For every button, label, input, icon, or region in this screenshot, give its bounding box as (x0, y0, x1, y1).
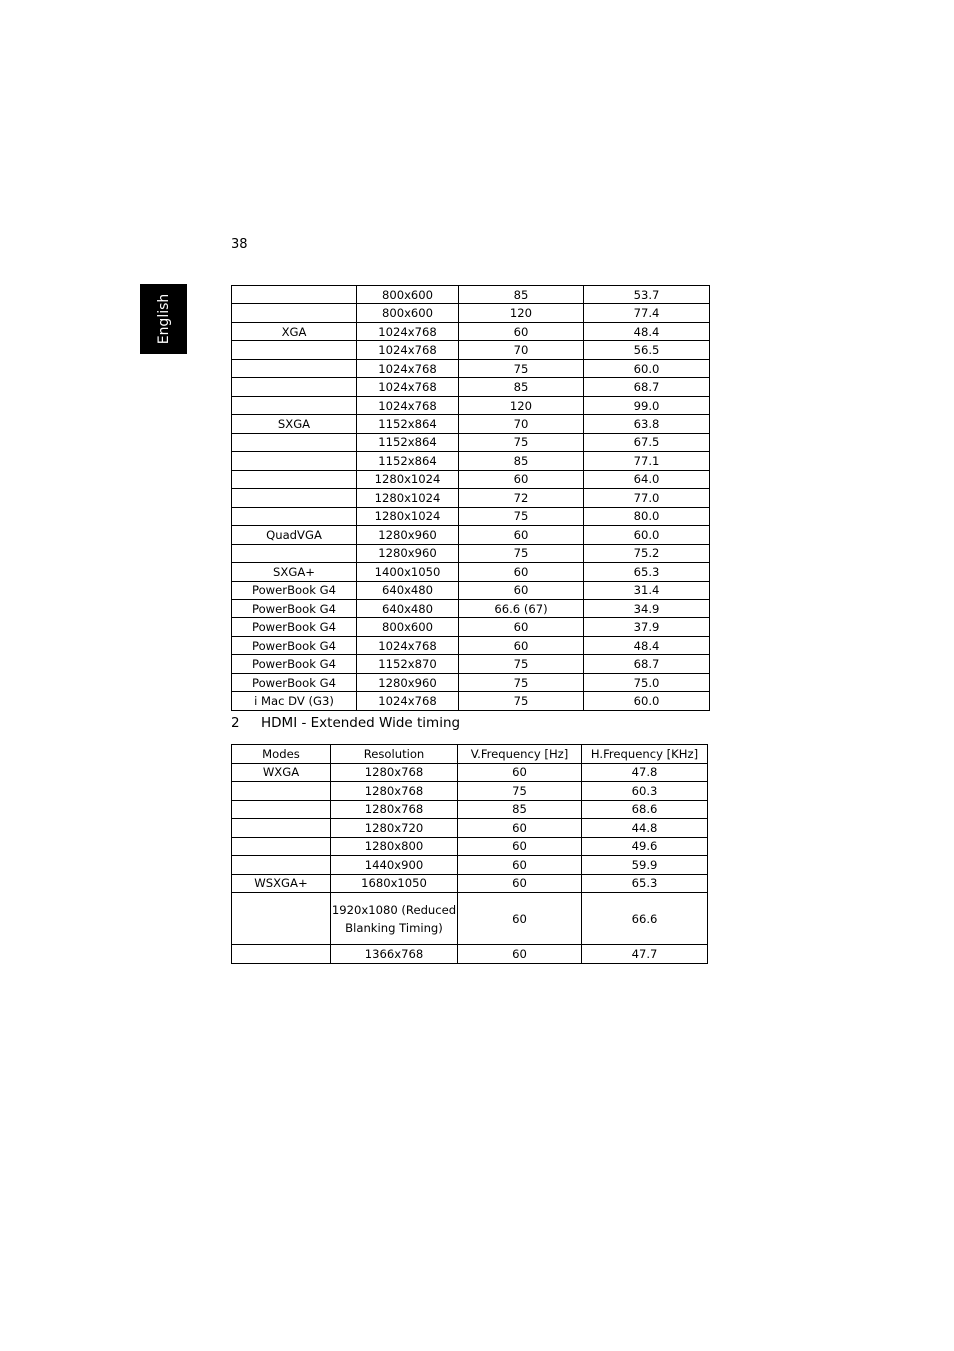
mode-cell (232, 782, 331, 801)
language-tab-label: English (155, 293, 172, 345)
v-frequency-cell: 75 (459, 655, 584, 673)
v-frequency-cell: 70 (459, 415, 584, 433)
v-frequency-cell: 75 (459, 359, 584, 377)
resolution-cell: 1400x1050 (357, 563, 459, 581)
mode-cell: SXGA (232, 415, 357, 433)
v-frequency-cell: 85 (459, 378, 584, 396)
h-frequency-cell: 75.2 (584, 544, 710, 562)
mode-cell (232, 856, 331, 875)
resolution-cell: 1280x1024 (357, 470, 459, 488)
resolution-cell: 1680x1050 (331, 874, 458, 893)
h-frequency-cell: 75.0 (584, 673, 710, 691)
resolution-cell: 800x600 (357, 304, 459, 322)
table-row (232, 304, 710, 322)
v-frequency-cell: 72 (459, 489, 584, 507)
table-row (232, 673, 710, 691)
h-frequency-cell: 65.3 (584, 563, 710, 581)
table-row (232, 526, 710, 544)
resolution-cell: 1152x870 (357, 655, 459, 673)
table-row (232, 396, 710, 414)
table-row (232, 378, 710, 396)
resolution-cell: 1152x864 (357, 452, 459, 470)
h-frequency-cell: 47.7 (582, 945, 708, 964)
mode-cell: PowerBook G4 (232, 599, 357, 617)
table-row (232, 655, 710, 673)
table-row (232, 874, 708, 893)
h-frequency-cell: 44.8 (582, 819, 708, 838)
v-frequency-cell: 60 (458, 893, 582, 945)
v-frequency-cell: 120 (459, 396, 584, 414)
resolution-cell: 800x600 (357, 618, 459, 636)
resolution-cell: 640x480 (357, 599, 459, 617)
resolution-cell: 1024x768 (357, 322, 459, 340)
h-frequency-cell: 56.5 (584, 341, 710, 359)
mode-cell (232, 489, 357, 507)
mode-cell: PowerBook G4 (232, 581, 357, 599)
table-row (232, 618, 710, 636)
table-row (232, 507, 710, 525)
v-frequency-cell: 75 (459, 544, 584, 562)
h-frequency-cell: 53.7 (584, 286, 710, 304)
table-header-row (232, 745, 708, 764)
header-h-frequency: H.Frequency [KHz] (582, 745, 708, 764)
hdmi-wide-timing-table (231, 744, 708, 964)
language-tab (140, 284, 187, 354)
resolution-cell: 1366x768 (331, 945, 458, 964)
v-frequency-cell: 60 (459, 618, 584, 636)
table-row (232, 837, 708, 856)
table-row (232, 452, 710, 470)
header-resolution: Resolution (331, 745, 458, 764)
h-frequency-cell: 60.0 (584, 526, 710, 544)
mode-cell (232, 396, 357, 414)
h-frequency-cell: 34.9 (584, 599, 710, 617)
hdmi-table-body (232, 763, 708, 963)
mode-cell: SXGA+ (232, 563, 357, 581)
v-frequency-cell: 60 (458, 945, 582, 964)
h-frequency-cell: 47.8 (582, 763, 708, 782)
resolution-cell: 1920x1080 (Reduced Blanking Timing) (331, 893, 458, 945)
h-frequency-cell: 31.4 (584, 581, 710, 599)
resolution-cell: 1280x1024 (357, 489, 459, 507)
table-row (232, 763, 708, 782)
h-frequency-cell: 64.0 (584, 470, 710, 488)
table-row (232, 489, 710, 507)
resolution-cell: 1280x768 (331, 800, 458, 819)
h-frequency-cell: 68.6 (582, 800, 708, 819)
v-frequency-cell: 75 (459, 433, 584, 451)
v-frequency-cell: 85 (459, 286, 584, 304)
h-frequency-cell: 37.9 (584, 618, 710, 636)
section-heading (231, 715, 460, 731)
mode-cell (232, 341, 357, 359)
resolution-cell: 1280x1024 (357, 507, 459, 525)
header-v-frequency: V.Frequency [Hz] (458, 745, 582, 764)
resolution-cell: 1024x768 (357, 692, 459, 710)
v-frequency-cell: 75 (458, 782, 582, 801)
table-row (232, 415, 710, 433)
table-row (232, 341, 710, 359)
h-frequency-cell: 48.4 (584, 636, 710, 654)
h-frequency-cell: 77.4 (584, 304, 710, 322)
v-frequency-cell: 60 (458, 856, 582, 875)
page-number: 38 (231, 237, 248, 252)
resolution-cell: 1280x960 (357, 673, 459, 691)
table-row (232, 581, 710, 599)
table-row (232, 800, 708, 819)
mode-cell: WXGA (232, 763, 331, 782)
h-frequency-cell: 60.3 (582, 782, 708, 801)
resolution-cell: 800x600 (357, 286, 459, 304)
resolution-cell: 1024x768 (357, 359, 459, 377)
table-row (232, 599, 710, 617)
table-row (232, 945, 708, 964)
resolution-cell: 1024x768 (357, 636, 459, 654)
mode-cell (232, 378, 357, 396)
v-frequency-cell: 75 (459, 673, 584, 691)
mode-cell: PowerBook G4 (232, 655, 357, 673)
h-frequency-cell: 77.1 (584, 452, 710, 470)
mode-cell (232, 507, 357, 525)
resolution-cell: 1280x800 (331, 837, 458, 856)
resolution-cell: 1280x768 (331, 782, 458, 801)
timing-table-body (232, 286, 710, 711)
h-frequency-cell: 67.5 (584, 433, 710, 451)
mode-cell: PowerBook G4 (232, 636, 357, 654)
resolution-cell: 1152x864 (357, 433, 459, 451)
mode-cell: PowerBook G4 (232, 673, 357, 691)
h-frequency-cell: 63.8 (584, 415, 710, 433)
v-frequency-cell: 60 (459, 563, 584, 581)
mode-cell (232, 433, 357, 451)
mode-cell (232, 470, 357, 488)
mode-cell (232, 304, 357, 322)
mode-cell (232, 359, 357, 377)
h-frequency-cell: 65.3 (582, 874, 708, 893)
v-frequency-cell: 75 (459, 507, 584, 525)
h-frequency-cell: 59.9 (582, 856, 708, 875)
mode-cell (232, 286, 357, 304)
v-frequency-cell: 60 (459, 636, 584, 654)
table-row (232, 470, 710, 488)
h-frequency-cell: 68.7 (584, 655, 710, 673)
table-row (232, 322, 710, 340)
resolution-cell: 1024x768 (357, 378, 459, 396)
v-frequency-cell: 85 (459, 452, 584, 470)
v-frequency-cell: 70 (459, 341, 584, 359)
v-frequency-cell: 60 (458, 874, 582, 893)
v-frequency-cell: 85 (458, 800, 582, 819)
v-frequency-cell: 60 (459, 581, 584, 599)
mode-cell (232, 544, 357, 562)
table-row (232, 544, 710, 562)
h-frequency-cell: 60.0 (584, 692, 710, 710)
v-frequency-cell: 60 (459, 526, 584, 544)
v-frequency-cell: 60 (459, 470, 584, 488)
mode-cell (232, 945, 331, 964)
mode-cell (232, 819, 331, 838)
v-frequency-cell: 60 (458, 763, 582, 782)
resolution-cell: 640x480 (357, 581, 459, 599)
timing-table-continued (231, 285, 710, 711)
v-frequency-cell: 75 (459, 692, 584, 710)
h-frequency-cell: 77.0 (584, 489, 710, 507)
table-row (232, 286, 710, 304)
mode-cell: QuadVGA (232, 526, 357, 544)
table-row (232, 433, 710, 451)
mode-cell: XGA (232, 322, 357, 340)
table-row (232, 636, 710, 654)
h-frequency-cell: 49.6 (582, 837, 708, 856)
resolution-cell: 1280x960 (357, 526, 459, 544)
mode-cell: WSXGA+ (232, 874, 331, 893)
mode-cell (232, 893, 331, 945)
section-title: HDMI - Extended Wide timing (261, 715, 461, 731)
header-modes: Modes (232, 745, 331, 764)
resolution-cell: 1280x960 (357, 544, 459, 562)
h-frequency-cell: 60.0 (584, 359, 710, 377)
table-row (232, 782, 708, 801)
table-row (232, 692, 710, 710)
mode-cell (232, 452, 357, 470)
h-frequency-cell: 48.4 (584, 322, 710, 340)
mode-cell: PowerBook G4 (232, 618, 357, 636)
v-frequency-cell: 60 (459, 322, 584, 340)
h-frequency-cell: 68.7 (584, 378, 710, 396)
table-row (232, 819, 708, 838)
resolution-cell: 1024x768 (357, 341, 459, 359)
mode-cell: i Mac DV (G3) (232, 692, 357, 710)
mode-cell (232, 800, 331, 819)
v-frequency-cell: 60 (458, 819, 582, 838)
resolution-cell: 1024x768 (357, 396, 459, 414)
table-row (232, 563, 710, 581)
h-frequency-cell: 66.6 (582, 893, 708, 945)
v-frequency-cell: 120 (459, 304, 584, 322)
table-row (232, 856, 708, 875)
h-frequency-cell: 80.0 (584, 507, 710, 525)
resolution-cell: 1440x900 (331, 856, 458, 875)
table-row (232, 359, 710, 377)
v-frequency-cell: 66.6 (67) (459, 599, 584, 617)
table-row (232, 893, 708, 945)
mode-cell (232, 837, 331, 856)
v-frequency-cell: 60 (458, 837, 582, 856)
resolution-cell: 1280x768 (331, 763, 458, 782)
resolution-cell: 1152x864 (357, 415, 459, 433)
resolution-cell: 1280x720 (331, 819, 458, 838)
h-frequency-cell: 99.0 (584, 396, 710, 414)
section-number: 2 (231, 715, 240, 731)
